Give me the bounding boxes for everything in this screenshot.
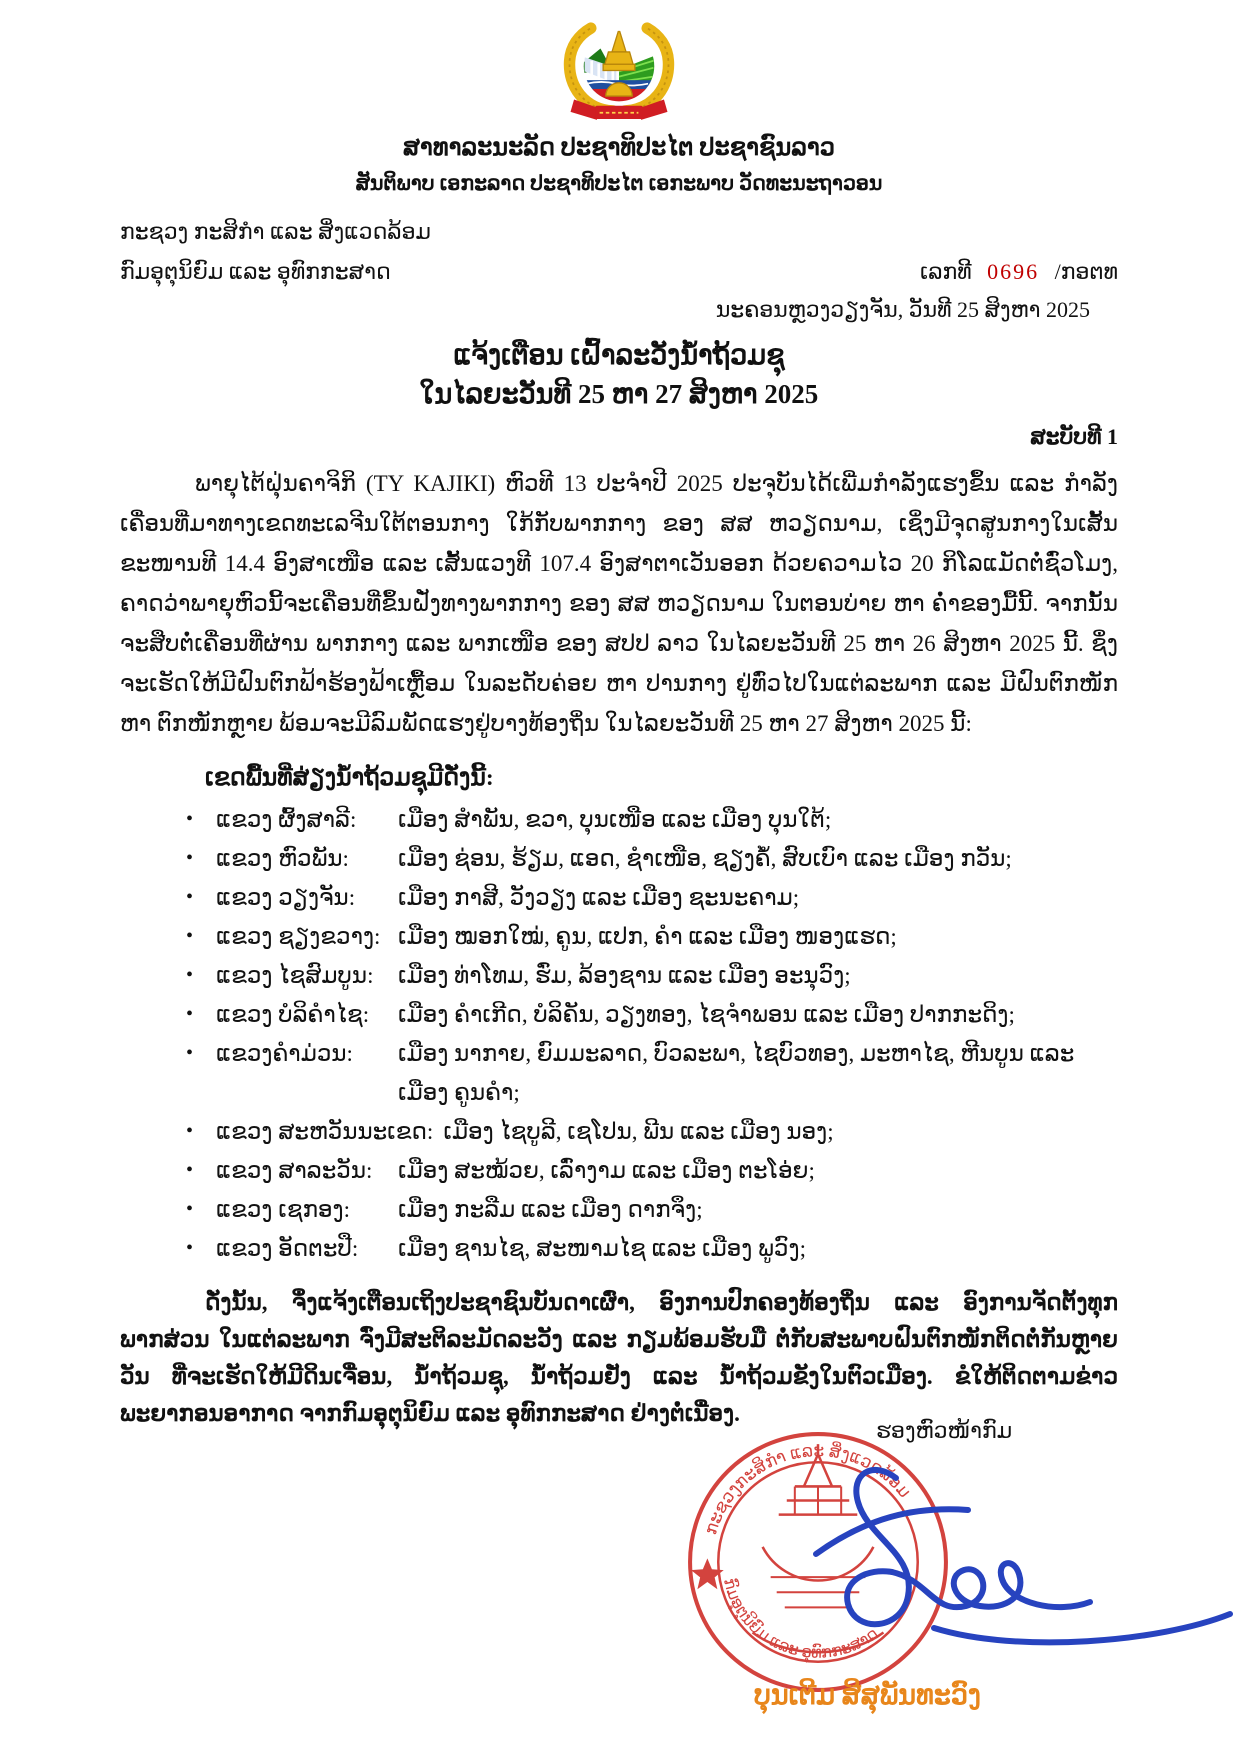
- emblem-container: [120, 22, 1118, 126]
- signer-name: ບຸນເຕີມ ສີສຸພັນທະວົງ: [754, 1680, 981, 1710]
- province-name: ແຂວງ ບໍລິຄຳໄຊ:: [216, 1002, 370, 1027]
- list-item: [120, 800, 1118, 839]
- province-name: ແຂວງຄຳມ່ວນ:: [216, 1041, 353, 1066]
- country-name: ສາທາລະນະລັດ ປະຊາທິປະໄຕ ປະຊາຊົນລາວ: [403, 135, 835, 161]
- signature-block: [0, 1398, 1240, 1754]
- document-title: [120, 336, 1118, 414]
- document-title-line2: ໃນໄລຍະວັນທີ 25 ຫາ 27 ສິງຫາ 2025: [419, 379, 819, 409]
- intro-paragraph: ພາຍຸໄຕ້ຝຸ່ນຄາຈິກິ (TY KAJIKI) ຫົວທີ 13 ປະຈຳປີ 2025 ປະຈຸບັນໄດ້ເພີ່ມກຳລັງແຮງຂຶ້ນ ແລະ ກຳລັງເຄື່ອນທີ່ມາທາງເຂດທະເລຈີນໃຕ້ຕອນກາງ ໃກ້ກັບພາກກາງ ຂອງ ສສ ຫວຽດນາມ, ເຊິ່ງມີຈຸດສູນກາງໃນເສັ້ນຂະໜານທີ 14.4 ອົງສາເໜືອ ແລະ ເສັ້ນແວງທີ 107.4 ອົງສາຕາເວັນອອກ ດ້ວຍຄວາມໄວ 20 ກິໂລແມັດຕໍ່ຊົ່ວໂມງ, ຄາດວ່າພາຍຸຫົວນີ້ຈະເຄື່ອນທີ່ຂຶ້ນຝັ່ງທາງພາກກາງ ຂອງ ສສ ຫວຽດນາມ ໃນຕອນບ່າຍ ຫາ ຄ່ຳຂອງມື້ນີ້. ຈາກນັ້ນຈະສືບຕໍ່ເຄື່ອນທີ່ຜ່ານ ພາກກາງ ແລະ ພາກເໜືອ ຂອງ ສປປ ລາວ ໃນໄລຍະວັນທີ 25 ຫາ 26 ສິງຫາ 2025 ນີ້. ຊຶ່ງຈະເຮັດໃຫ້ມີຝົນຕົກຟ້າຮ້ອງຟ້າເຫຼື້ອມ ໃນລະດັບຄ່ອຍ ຫາ ປານກາງ ຢູ່ທົ່ວໄປໃນແຕ່ລະພາກ ແລະ ມີຝົນຕົກໜັກ ຫາ ຕົກໜັກຫຼາຍ ພ້ອມຈະມີລົມພັດແຮງຢູ່ບາງທ້ອງຖິ່ນ ໃນໄລຍະວັນທີ 25 ຫາ 27 ສິງຫາ 2025 ນີ້:: [120, 471, 1118, 736]
- province-name: ແຂວງ ສາລະວັນ:: [216, 1158, 373, 1183]
- place-and-date: ນະຄອນຫຼວງວຽງຈັນ, ວັນທີ 25 ສິງຫາ 2025: [715, 297, 1090, 322]
- header-info-row: [120, 212, 1118, 328]
- list-item: [120, 1034, 1118, 1112]
- list-item: [120, 1229, 1118, 1268]
- bullet-icon: •: [186, 1198, 194, 1220]
- reference-suffix: /ກອຕທ: [1054, 259, 1118, 284]
- bullet-icon: •: [186, 1159, 194, 1181]
- district-names: ເມືອງ ກະລືມ ແລະ ເມືອງ ດາກຈຶງ;: [398, 1197, 703, 1222]
- reference-number-line: [716, 252, 1118, 292]
- issuing-agency-block: [120, 212, 431, 328]
- reference-label: ເລກທີ: [919, 259, 972, 284]
- bullet-icon: •: [186, 847, 194, 869]
- bullet-icon: •: [186, 1237, 194, 1259]
- province-name: ແຂວງ ວຽງຈັນ:: [216, 885, 356, 910]
- ministry-name: ກະຊວງ ກະສິກຳ ແລະ ສິ່ງແວດລ້ອມ: [120, 219, 431, 244]
- province-name: ແຂວງ ເຊກອງ:: [216, 1197, 351, 1222]
- department-name: ກົມອຸຕຸນິຍົມ ແລະ ອຸທົກກະສາດ: [120, 259, 391, 284]
- list-item: [120, 956, 1118, 995]
- bullet-icon: •: [186, 925, 194, 947]
- district-names: ເມືອງ ກາສີ, ວັງວຽງ ແລະ ເມືອງ ຊະນະຄາມ;: [398, 885, 800, 910]
- district-names: ເມືອງ ທ່າໂທມ, ຮົ່ມ, ລ້ອງຊານ ແລະ ເມືອງ ອະນຸວົງ;: [398, 963, 851, 988]
- list-item: [120, 1190, 1118, 1229]
- district-names: ເມືອງ ໄຊບູລີ, ເຊໂປນ, ພີນ ແລະ ເມືອງ ນອງ;: [443, 1119, 834, 1144]
- list-item: [120, 917, 1118, 956]
- bullet-icon: •: [186, 886, 194, 908]
- stamp-bottom-text: ກົມອຸຕຸນິຍົມ ແລະ ອຸທົກກະສາດ: [719, 1576, 882, 1662]
- bullet-icon: •: [186, 808, 194, 830]
- district-names: ເມືອງ ນາກາຍ, ຍົມມະລາດ, ບົວລະພາ, ໄຊບົວທອງ, ມະຫາໄຊ, ຫີນບູນ ແລະ ເມືອງ ຄູນຄຳ;: [398, 1041, 1075, 1105]
- reference-number: 0696: [987, 259, 1040, 284]
- bullet-icon: •: [186, 1120, 194, 1142]
- district-names: ເມືອງ ຄຳເກີດ, ບໍລິຄັນ, ວຽງທອງ, ໄຊຈຳພອນ ແລະ ເມືອງ ປາກກະດິງ;: [398, 1002, 1015, 1027]
- district-names: ເມືອງ ໝອກໃໝ່, ຄູນ, ແປກ, ຄຳ ແລະ ເມືອງ ໜອງແຮດ;: [398, 924, 897, 949]
- province-name: ແຂວງ ຜົ້ງສາລີ:: [216, 807, 357, 832]
- handwritten-signature: [756, 1456, 1240, 1670]
- district-names: ເມືອງ ຊານໄຊ, ສະໜາມໄຊ ແລະ ເມືອງ ພູວົງ;: [398, 1236, 806, 1261]
- reference-block: [716, 212, 1118, 328]
- stamp-top-text: ກະຊວງກະສິກຳ ແລະ ສິ່ງແວດລ້ອມ: [701, 1441, 915, 1537]
- list-item: [120, 1112, 1118, 1151]
- province-name: ແຂວງ ຫົວພັນ:: [216, 846, 349, 871]
- district-names: ເມືອງ ສະໝ້ວຍ, ເລົ່າງາມ ແລະ ເມືອງ ຕະໂອ່ຍ;: [398, 1158, 815, 1183]
- bullet-icon: •: [186, 964, 194, 986]
- district-names: ເມືອງ ຊ່ອນ, ຮ້ຽມ, ແອດ, ຊຳເໜືອ, ຊຽງຄໍ້, ສົບເບົາ ແລະ ເມືອງ ກວັນ;: [398, 846, 1012, 871]
- risk-areas-list: [120, 800, 1118, 1268]
- province-name: ແຂວງ ອັດຕະປື:: [216, 1236, 359, 1261]
- edition-number: ສະບັບທີ 1: [1030, 424, 1118, 449]
- document-title-line1: ແຈ້ງເຕືອນ ເຝົ້າລະວັງນ້ຳຖ້ວມຊຸ: [453, 340, 785, 370]
- district-names: ເມືອງ ສຳພັນ, ຂວາ, ບຸນເໜືອ ແລະ ເມືອງ ບຸນໃຕ້;: [398, 807, 832, 832]
- list-item: [120, 878, 1118, 917]
- bullet-icon: •: [186, 1042, 194, 1064]
- closing-paragraph: ດັ່ງນັ້ນ, ຈຶ່ງແຈ້ງເຕືອນເຖິງປະຊາຊົນບັນດາເຜົ່າ, ອົງການປົກຄອງທ້ອງຖິ່ນ ແລະ ອົງການຈັດຕັ້ງທຸກພາກສ່ວນ ໃນແຕ່ລະພາກ ຈົ່ງມີສະຕິລະມັດລະວັງ ແລະ ກຽມພ້ອມຮັບມື ຕໍ່ກັບສະພາບຝົນຕົກໜັກຕິດຕໍ່ກັນຫຼາຍວັນ ທີ່ຈະເຮັດໃຫ້ມີດິນເຈື່ອນ, ນ້ຳຖ້ວມຊຸ, ນ້ຳຖ້ວມຢັ່ງ ແລະ ນ້ຳຖ້ວມຂັງໃນຕົວເມືອງ. ຂໍໃຫ້ຕິດຕາມຂ່າວພະຍາກອນອາກາດ ຈາກກົມອຸຕຸນິຍົມ ແລະ ອຸທົກກະສາດ ຢ່າງຕໍ່ເນື່ອງ.: [120, 1290, 1118, 1426]
- province-name: ແຂວງ ໄຊສົມບູນ:: [216, 963, 374, 988]
- lao-national-emblem-icon: [561, 22, 677, 126]
- province-name: ແຂວງ ຊຽງຂວາງ:: [216, 924, 381, 949]
- national-motto: ສັນຕິພາບ ເອກະລາດ ປະຊາທິປະໄຕ ເອກະພາບ ວັດທະນະຖາວອນ: [355, 173, 883, 195]
- risk-areas-heading: ເຂດພື້ນທີ່ສ່ຽງນ້ຳຖ້ວມຊຸມີດັ່ງນີ້:: [205, 765, 494, 791]
- bullet-icon: •: [186, 1003, 194, 1025]
- list-item: [120, 839, 1118, 878]
- list-item: [120, 1151, 1118, 1190]
- list-item: [120, 995, 1118, 1034]
- province-name: ແຂວງ ສະຫວັນນະເຂດ:: [216, 1119, 434, 1144]
- signer-position-title: ຮອງຫົວໜ້າກົມ: [876, 1418, 1013, 1443]
